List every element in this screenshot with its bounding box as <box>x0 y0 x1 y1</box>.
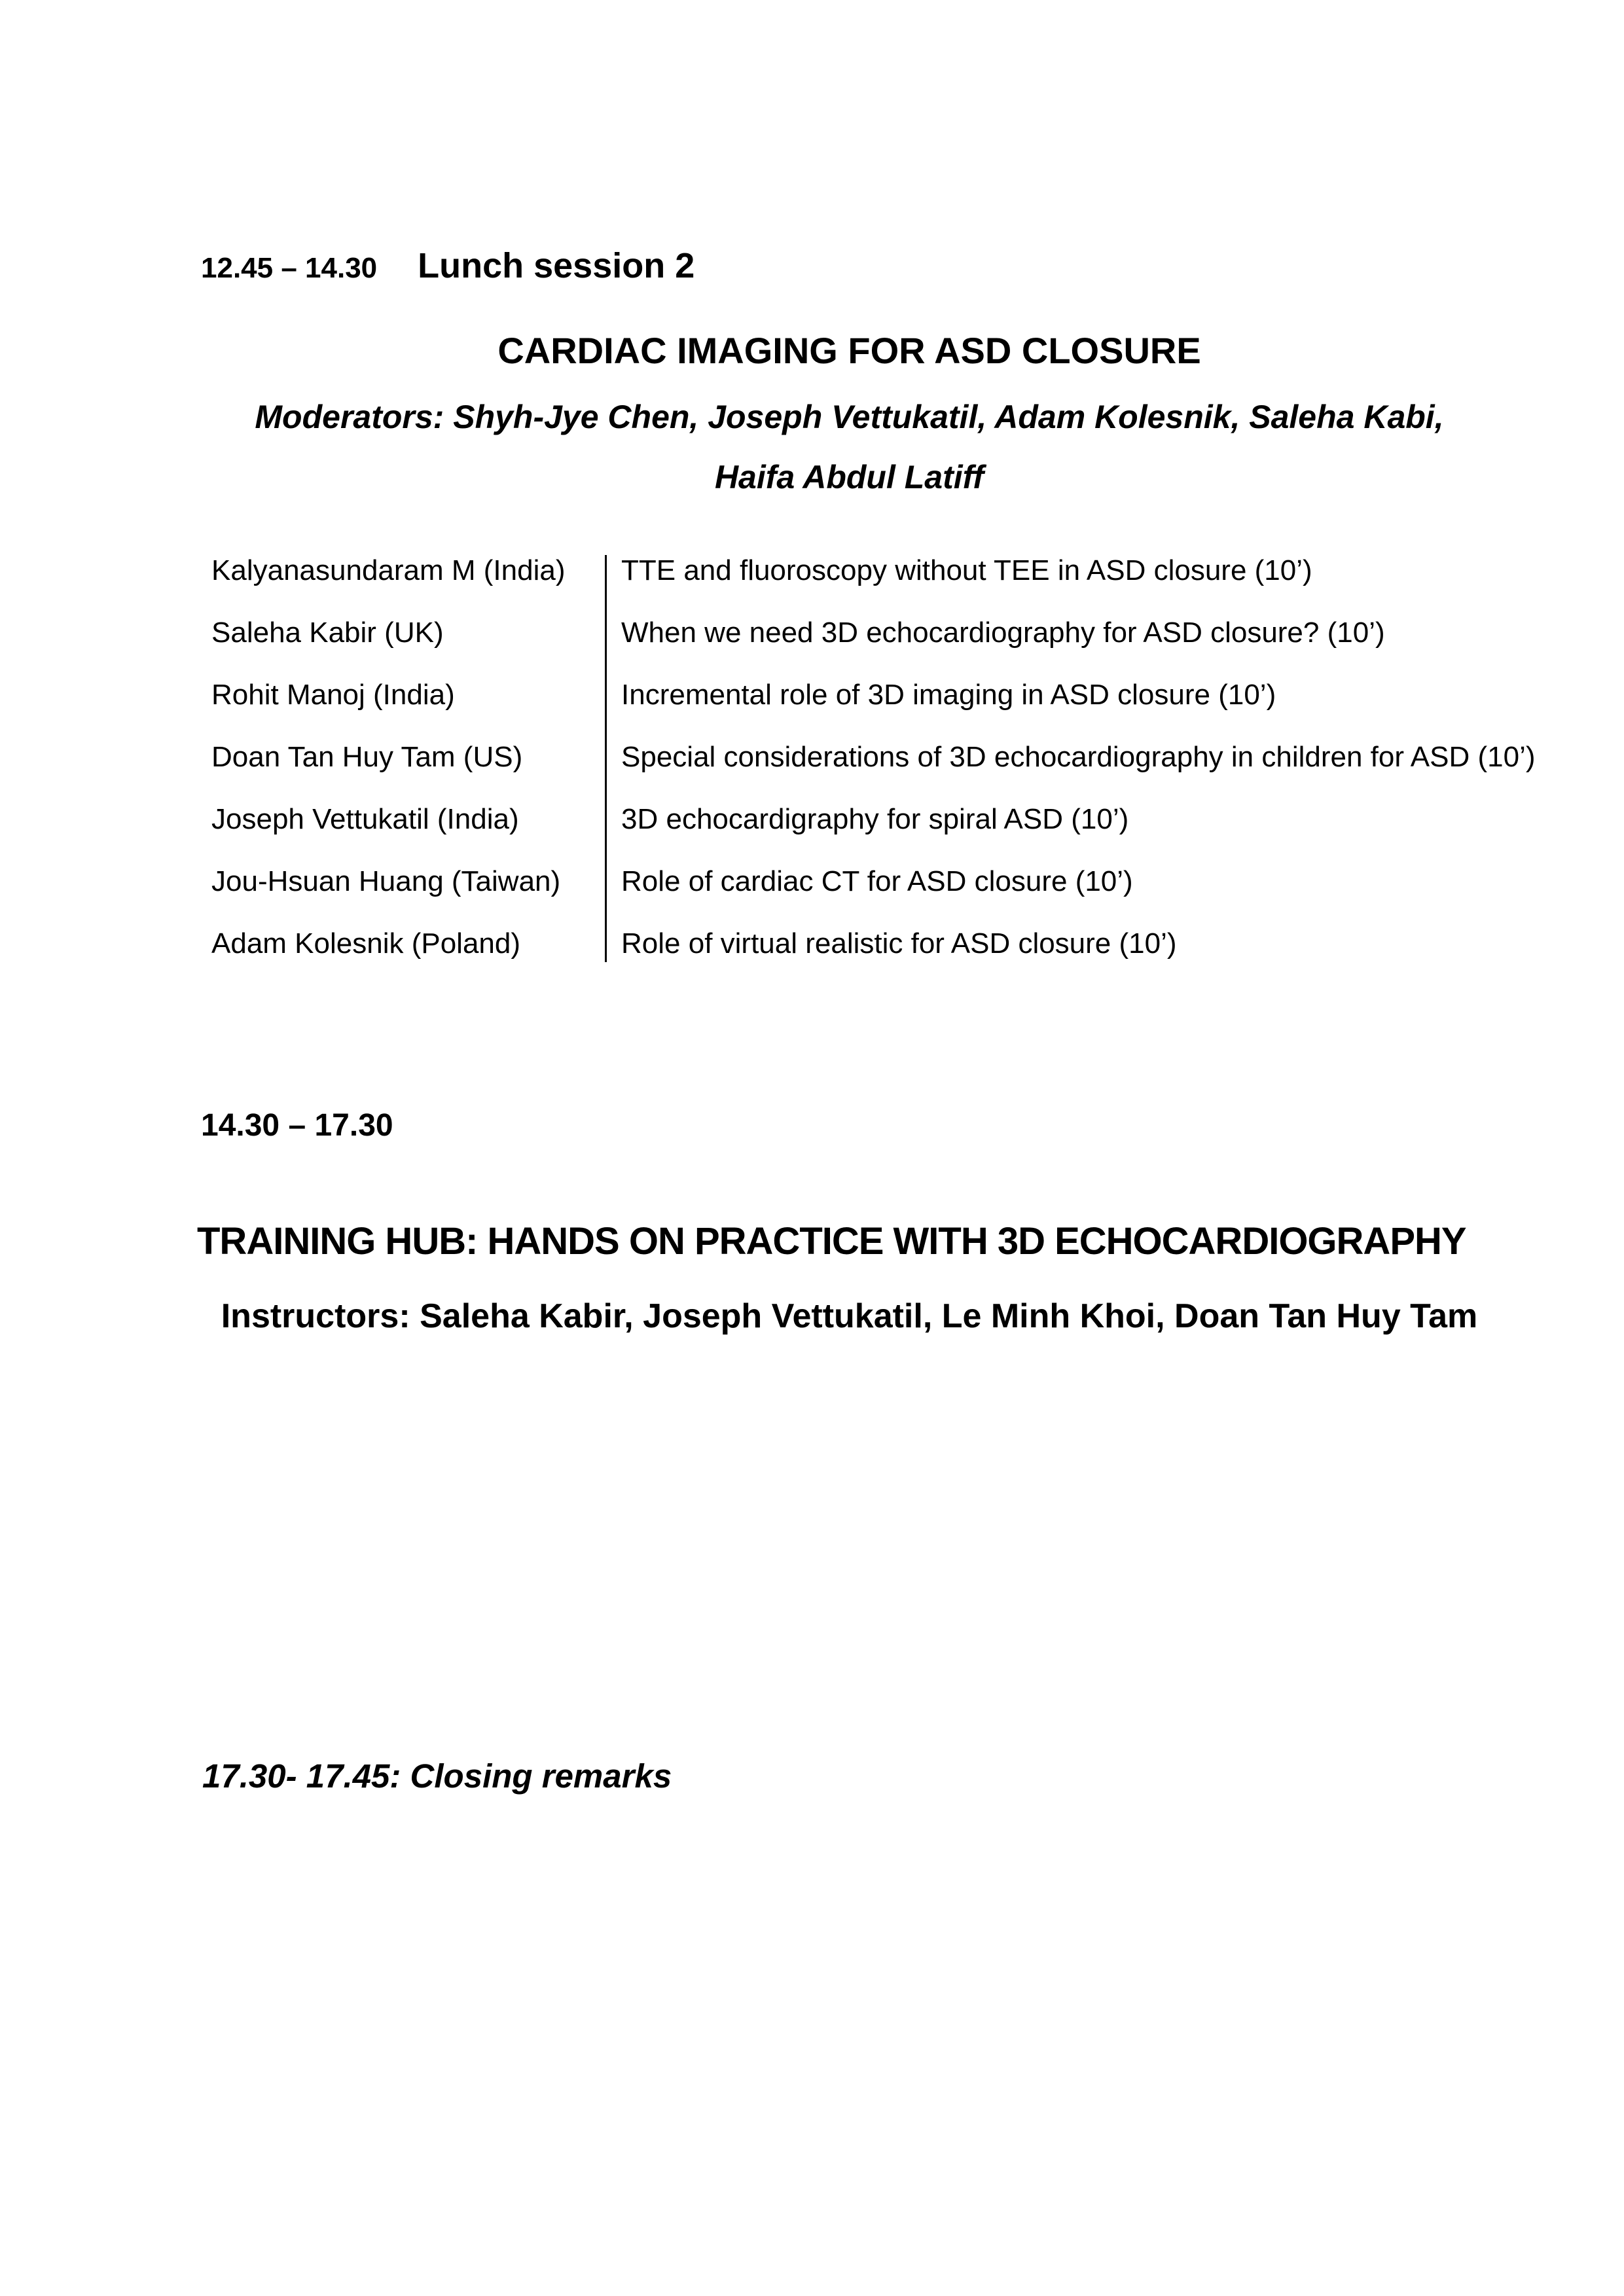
talk-title: Role of cardiac CT for ASD closure (10’) <box>621 865 1133 897</box>
closing-remarks: 17.30- 17.45: Closing remarks <box>202 1757 672 1795</box>
speaker-name: Rohit Manoj (India) <box>211 679 455 711</box>
speaker-name: Jou-Hsuan Huang (Taiwan) <box>211 865 561 897</box>
speaker-name: Adam Kolesnik (Poland) <box>211 927 521 960</box>
moderators-line-2: Haifa Abdul Latiff <box>714 459 984 495</box>
table-divider <box>605 555 607 962</box>
talk-title: 3D echocardigraphy for spiral ASD (10’) <box>621 803 1129 835</box>
session-heading: CARDIAC IMAGING FOR ASD CLOSURE <box>497 330 1201 371</box>
speaker-name: Kalyanasundaram M (India) <box>211 554 566 586</box>
speaker-name: Doan Tan Huy Tam (US) <box>211 741 523 773</box>
instructors-line: Instructors: Saleha Kabir, Joseph Vettukatil, Le Minh Khoi, Doan Tan Huy Tam <box>221 1297 1478 1335</box>
moderators-block <box>203 387 1496 507</box>
talk-title: Incremental role of 3D imaging in ASD closure (10’) <box>621 679 1276 711</box>
speaker-name: Saleha Kabir (UK) <box>211 617 444 649</box>
talk-title: Role of virtual realistic for ASD closure (10’) <box>621 927 1177 960</box>
lunch-session-header <box>201 248 695 283</box>
moderators-line-1: Moderators: Shyh-Jye Chen, Joseph Vettukatil, Adam Kolesnik, Saleha Kabi, <box>255 399 1444 435</box>
training-time-range: 14.30 – 17.30 <box>201 1108 393 1143</box>
session-name: Lunch session 2 <box>418 246 695 285</box>
talk-title: TTE and fluoroscopy without TEE in ASD closure (10’) <box>621 554 1312 586</box>
training-hub-heading: TRAINING HUB: HANDS ON PRACTICE WITH 3D ECHOCARDIOGRAPHY <box>197 1220 1466 1263</box>
talk-title: When we need 3D echocardiography for ASD closure? (10’) <box>621 617 1385 649</box>
talk-titles-column <box>621 554 1536 989</box>
speakers-column <box>211 554 605 989</box>
speaker-name: Joseph Vettukatil (India) <box>211 803 519 835</box>
talk-title: Special considerations of 3D echocardiography in children for ASD (10’) <box>621 741 1536 773</box>
session-time-range: 12.45 – 14.30 <box>201 252 378 284</box>
